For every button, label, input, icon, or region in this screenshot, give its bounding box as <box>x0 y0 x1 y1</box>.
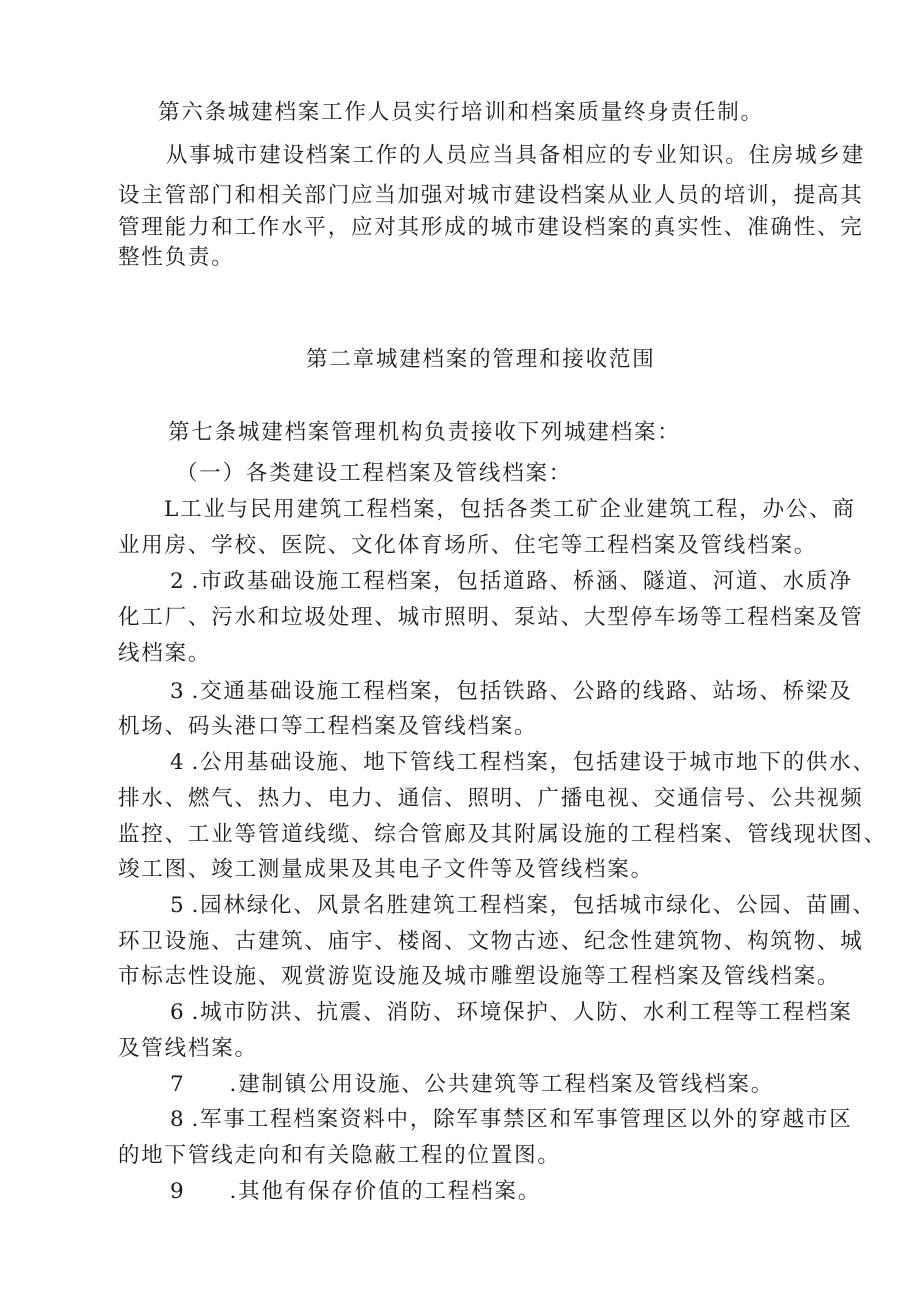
article-6-line-2: 设主管部门和相关部门应当加强对城市建设档案从业人员的培训，提高其 <box>118 183 864 208</box>
item-continuation: 机场、码头港口等工程档案及管线档案。 <box>118 714 538 739</box>
list-item <box>170 998 853 1028</box>
item-text: 工业与民用建筑工程档案，包括各类工矿企业建筑工程，办公、商 <box>180 497 856 522</box>
item-continuation: 排水、燃气、热力、电力、通信、照明、广播电视、交通信号、公共视频 <box>118 786 864 811</box>
section-1-heading: （一）各类建设工程档案及管线档案： <box>176 461 573 486</box>
article-7-title: 第七条城建档案管理机构负责接收下列城建档案： <box>168 420 681 445</box>
item-continuation: 业用房、学校、医院、文化体育场所、住宅等工程档案及管线档案。 <box>118 533 818 558</box>
article-6-line-3: 管理能力和工作水平，应对其形成的城市建设档案的真实性、准确性、完 <box>118 215 864 240</box>
item-text: .交通基础设施工程档案，包括铁路、公路的线路、站场、桥梁及 <box>191 679 853 704</box>
item-number: 9 <box>170 1179 186 1204</box>
item-number: 5 <box>170 893 186 918</box>
article-6-line-1: 从事城市建设档案工作的人员应当具备相应的专业知识。住房城乡建 <box>166 143 866 168</box>
item-number: 8 <box>170 1107 186 1132</box>
item-number: 3 <box>170 679 186 704</box>
item-continuation: 市标志性设施、观赏游览设施及城市雕塑设施等工程档案及管线档案。 <box>118 964 841 989</box>
item-text: .园林绿化、风景名胜建筑工程档案，包括城市绿化、公园、苗圃、 <box>191 893 876 918</box>
list-item <box>170 1105 853 1135</box>
item-continuation: 环卫设施、古建筑、庙宇、楼阁、文物古迹、纪念性建筑物、构筑物、城 <box>118 929 864 954</box>
item-text: .市政基础设施工程档案，包括道路、桥涵、隧道、河道、水质净 <box>191 569 853 594</box>
list-item <box>170 1177 541 1207</box>
item-text: .公用基础设施、地下管线工程档案，包括建设于城市地下的供水、 <box>191 750 876 775</box>
item-text: .建制镇公用设施、公共建筑等工程档案及管线档案。 <box>229 1072 775 1097</box>
item-continuation: 及管线档案。 <box>118 1036 258 1061</box>
item-text: .城市防洪、抗震、消防、环境保护、人防、水利工程等工程档案 <box>191 1000 853 1025</box>
list-item <box>170 891 876 921</box>
item-number: 6 <box>170 1000 186 1025</box>
item-continuation: 竣工图、竣工测量成果及其电子文件等及管线档案。 <box>118 857 654 882</box>
article-6-line-4: 整性负责。 <box>118 245 235 270</box>
list-item <box>170 748 876 778</box>
item-number: 2 <box>170 569 186 594</box>
item-continuation: 化工厂、污水和垃圾处理、城市照明、泵站、大型停车场等工程档案及管 <box>118 605 864 630</box>
item-number: L <box>164 497 181 522</box>
list-item <box>170 677 853 707</box>
article-6-title: 第六条城建档案工作人员实行培训和档案质量终身责任制。 <box>158 100 764 125</box>
item-number: 7 <box>170 1072 186 1097</box>
item-continuation: 监控、工业等管道线缆、综合管廊及其附属设施的工程档案、管线现状图、 <box>118 822 887 847</box>
item-number: 4 <box>170 750 186 775</box>
item-text: .其他有保存价值的工程档案。 <box>229 1179 542 1204</box>
item-continuation: 线档案。 <box>118 641 212 666</box>
list-item <box>170 1070 774 1100</box>
list-item <box>164 495 856 525</box>
chapter-2-title: 第二章城建档案的管理和接收范围 <box>306 347 656 372</box>
item-continuation: 的地下管线走向和有关隐蔽工程的位置图。 <box>118 1143 561 1168</box>
item-text: .军事工程档案资料中，除军事禁区和军事管理区以外的穿越市区 <box>191 1107 853 1132</box>
list-item <box>170 567 853 597</box>
